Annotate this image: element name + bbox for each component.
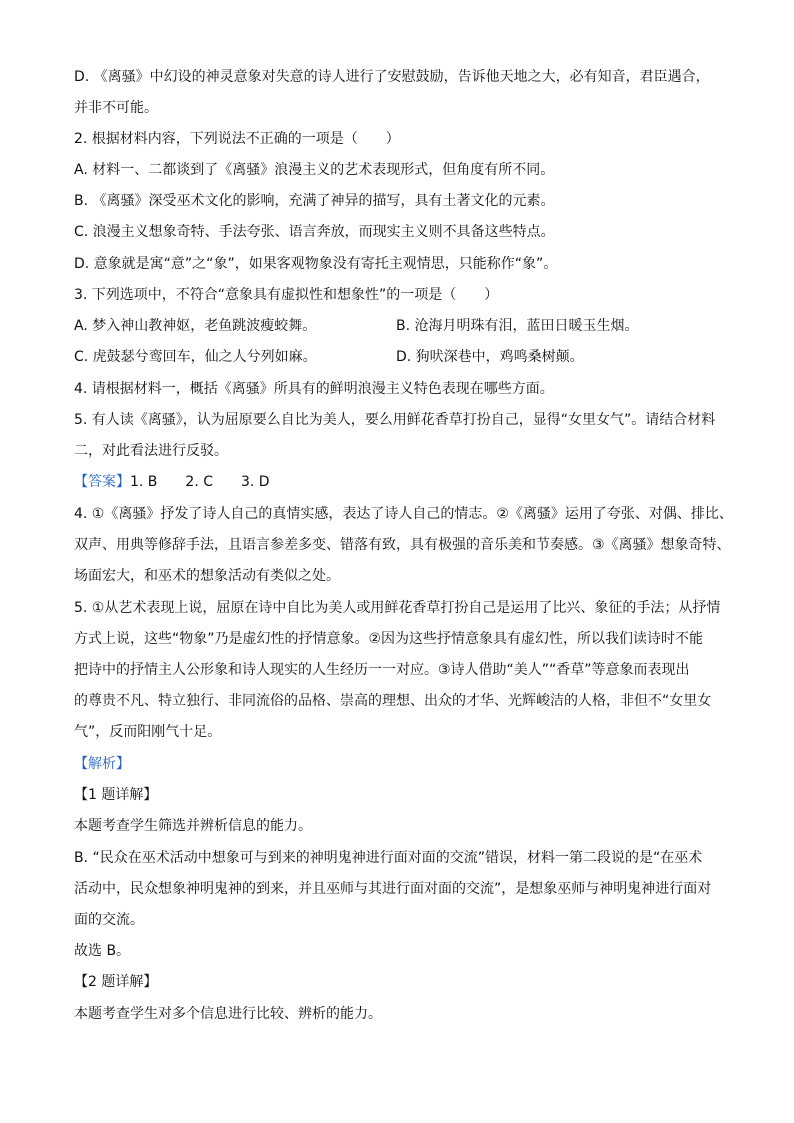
answer-4-line-2: 双声、用典等修辞手法，且语言参差多变、错落有致，具有极强的音乐美和节奏感。③《离骚》想象奇特、 bbox=[74, 537, 731, 553]
answer-5-line-1: 5. ①从艺术表现上说，屈原在诗中自比为美人或用鲜花香草打扮自己是运用了比兴、象征的手法；从抒情 bbox=[74, 600, 721, 616]
answer-text: 1. B 2. C 3. D bbox=[130, 474, 270, 490]
detail-1-intro: 本题考查学生筛选并辨析信息的能力。 bbox=[74, 818, 312, 834]
question-3-option-c: C. 虎鼓瑟兮鸾回车，仙之人兮列如麻。 bbox=[74, 349, 317, 365]
answer-5-line-2: 方式上说，这些“物象”乃是虚幻性的抒情意象。②因为这些抒情意象具有虚幻性，所以我们读诗时不能 bbox=[74, 631, 704, 647]
detail-1-line-3: 面的交流。 bbox=[74, 912, 144, 928]
question-2-option-d: D. 意象就是寓“意”之“象”，如果客观物象没有寄托主观情思，只能称作“象”。 bbox=[74, 256, 558, 272]
detail-2-tag: 【2 题详解】 bbox=[74, 974, 158, 990]
question-2: 2. 根据材料内容，下列说法不正确的一项是（ ） bbox=[74, 131, 400, 147]
option-d-continued-tail: 并非不可能。 bbox=[74, 100, 158, 116]
option-d-continued: D. 《离骚》中幻设的神灵意象对失意的诗人进行了安慰鼓励，告诉他天地之大，必有知音，君臣遇合， bbox=[74, 69, 710, 85]
analysis-tag: 【解析】 bbox=[74, 756, 130, 772]
answer-line bbox=[74, 473, 270, 491]
answer-5-line-4: 的尊贵不凡、特立独行、非同流俗的品格、崇高的理想、出众的才华、光辉峻洁的人格，非但不“女里女 bbox=[74, 693, 712, 709]
answer-tag: 【答案】 bbox=[74, 474, 130, 490]
detail-1-line-2: 活动中，民众想象神明鬼神的到来，并且巫师与其进行面对面的交流”，是想象巫师与神明鬼神进行面对 bbox=[74, 881, 712, 897]
question-2-option-c: C. 浪漫主义想象奇特、手法夸张、语言奔放，而现实主义则不具备这些特点。 bbox=[74, 224, 555, 240]
detail-1-conclusion: 故选 B。 bbox=[74, 943, 131, 959]
question-3-option-a: A. 梦入神山教神妪，老鱼跳波瘦蛟舞。 bbox=[74, 318, 317, 334]
question-2-option-b: B. 《离骚》深受巫术文化的影响，充满了神异的描写，具有土著文化的元素。 bbox=[74, 193, 555, 209]
question-5: 5. 有人读《离骚》，认为屈原要么自比为美人，要么用鲜花香草打扮自己，显得“女里女气”。请结合材料 bbox=[74, 412, 716, 428]
question-3-option-b: B. 沧海月明珠有泪，蓝田日暖玉生烟。 bbox=[396, 318, 639, 334]
question-3-option-d: D. 狗吠深巷中，鸡鸣桑树颠。 bbox=[396, 349, 584, 365]
answer-4-line-3: 场面宏大，和巫术的想象活动有类似之处。 bbox=[74, 568, 340, 584]
question-2-option-a: A. 材料一、二都谈到了《离骚》浪漫主义的艺术表现形式，但角度有所不同。 bbox=[74, 162, 555, 178]
detail-1-line-1: B. “民众在巫术活动中想象可与到来的神明鬼神进行面对面的交流”错误，材料一第二段说的是“在巫术 bbox=[74, 850, 703, 866]
question-5-tail: 二，对此看法进行反驳。 bbox=[74, 443, 228, 459]
answer-5-line-5: 气”，反而阳刚气十足。 bbox=[74, 724, 222, 740]
answer-4-line-1: 4. ①《离骚》抒发了诗人自己的真情实感，表达了诗人自己的情志。②《离骚》运用了夸张、对偶、排比、 bbox=[74, 506, 733, 522]
question-3: 3. 下列选项中，不符合“意象具有虚拟性和想象性”的一项是（ ） bbox=[74, 287, 499, 303]
detail-2-intro: 本题考查学生对多个信息进行比较、辨析的能力。 bbox=[74, 1006, 382, 1022]
answer-5-line-3: 把诗中的抒情主人公形象和诗人现实的人生经历一一对应。③诗人借助“美人”“香草”等意象而表现出 bbox=[74, 662, 690, 678]
question-4: 4. 请根据材料一，概括《离骚》所具有的鲜明浪漫主义特色表现在哪些方面。 bbox=[74, 381, 554, 397]
detail-1-tag: 【1 题详解】 bbox=[74, 787, 158, 803]
